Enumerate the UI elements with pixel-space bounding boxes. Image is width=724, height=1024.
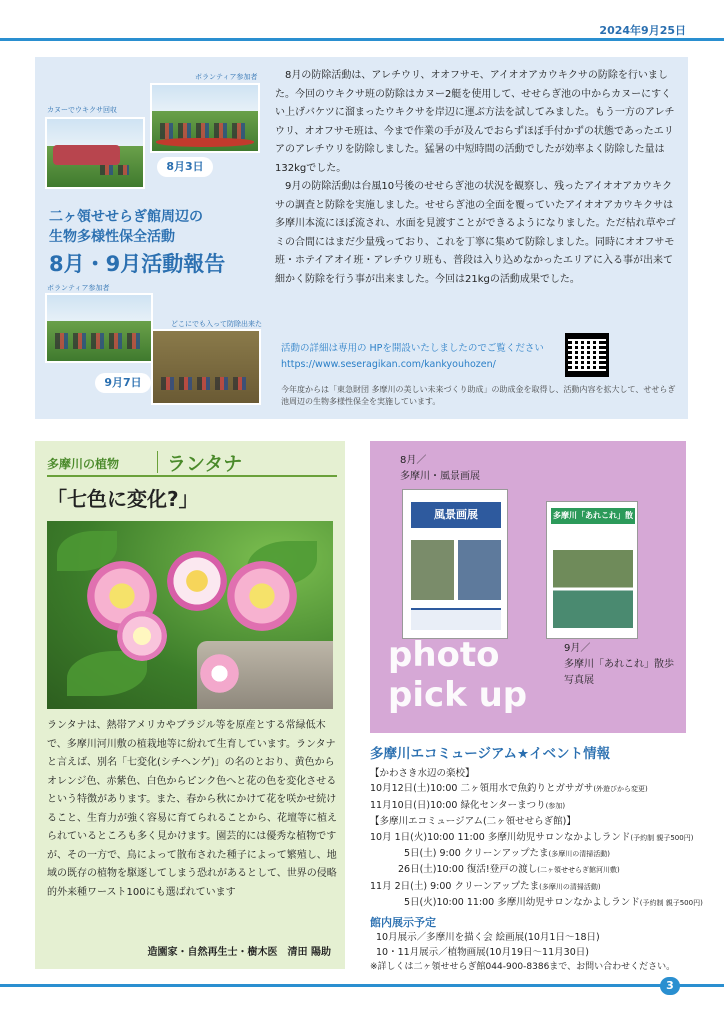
events-section — [370, 742, 703, 976]
exhibit-item: 10・11月展示／植物画展(10月19日～11月30日) — [376, 947, 589, 959]
caption-volunteers-1: ボランティア参加者 — [195, 73, 258, 81]
report-para-sep: 9月の防除活動は台風10号後のせせらぎ池の状況を観察し、残ったアイオオアカウキクサの調査と防除を実施しました。せせらぎ池の全面を覆っていたアイオオアカウキクサは多摩川本流にほぼ流され、水面を見渡すことができるようになりました。ただ枯れ草やゴミの合間にはまだ少量残っており、これを丁寧に集めて防除しました。同時にオオフサモ班・ホテイアオイ班・アレチウリ班も、普段は入り込めなかったエリアに入る事が出来て細かく防除を行う事が出来ました。今回は21kgの活動成果でした。 — [275, 181, 676, 285]
exhibit-list — [370, 930, 690, 976]
top-rule — [0, 38, 724, 41]
photo-canoe — [45, 117, 145, 189]
report-para-aug: 8月の防除活動は、アレチウリ、オオフサモ、アイオオアカウキクサの防除を行いました。今回のウキクサ班の防除はカヌー2艇を使用して、せせらぎ池の中からカヌーにすくい上げバケツに溜まったウキクサを岸辺に運ぶ方法を試してみました。もう一方のアレチウリ、オオフサモ班は、今まで作業の手が及んでおらずほぼ手付かずの状態であったエリアのアレチウリを防除しました。猛暑の中短時間の活動でしたが効率よく防除した量は132kgでした。 — [275, 70, 675, 174]
event-item: 10月12日(土)10:00 二ヶ領用水で魚釣りとガサガサ(外遊びから変更) — [370, 783, 648, 795]
pickup-sep-title1: 多摩川「あれこれ」散歩 — [564, 659, 674, 670]
plant-column — [35, 441, 345, 969]
pickup-aug-caption — [400, 453, 480, 485]
report-title — [49, 207, 264, 279]
poster2-title: 多摩川「あれこれ」散歩 — [551, 508, 635, 524]
events-title: 多摩川エコミュージアム★イベント情報 — [370, 746, 611, 762]
event-item: 11月10日(日)10:00 緑化センターまつり(参加) — [370, 799, 566, 811]
pickup-sep-title2: 写真展 — [564, 675, 594, 686]
badge-sep-7: 9月7日 — [95, 373, 151, 393]
pickup-aug-title: 多摩川・風景画展 — [400, 471, 480, 482]
event-group-mizube: 【かわさき水辺の楽校】 — [370, 768, 475, 779]
event-item: 10月 1日(火)10:00 11:00 多摩川幼児サロンなかよしランド(予約制 親子500円) — [370, 831, 694, 843]
event-group-ecomuseum: 【多摩川エコミュージアム(二ヶ領せせらぎ館)】 — [370, 816, 576, 828]
events-list — [370, 766, 703, 912]
photo-pickup-heading — [388, 635, 527, 715]
bottom-rule — [0, 984, 724, 987]
badge-aug-3: 8月3日 — [157, 157, 213, 177]
caption-canoe: カヌーでウキクサ回収 — [47, 106, 117, 114]
report-body — [275, 67, 680, 289]
pickup-line1: photo — [388, 635, 500, 675]
qr-code-icon[interactable] — [565, 333, 609, 377]
report-link-block — [281, 341, 581, 373]
photo-removal — [151, 329, 261, 405]
lantana-photo — [47, 521, 333, 709]
report-title-line3: 8月・9月活動報告 — [49, 252, 226, 276]
report-url-link[interactable]: https://www.seseragikan.com/kankyouhozen/ — [281, 359, 496, 370]
event-item: 26日(土)10:00 復活!登戸の渡し(二ヶ領せせらぎ館河川敷) — [398, 864, 620, 876]
plant-name: ランタナ — [167, 453, 243, 475]
event-item: 5日(土) 9:00 クリーンアップたま(多摩川の清掃活動) — [404, 848, 610, 860]
plant-author: 造園家・自然再生士・樹木医 清田 陽助 — [147, 947, 331, 958]
plant-column-label: 多摩川の植物 — [47, 457, 120, 471]
event-item: 11月 2日(土) 9:00 クリーンアップたま(多摩川の清掃活動) — [370, 880, 601, 892]
report-photos — [35, 57, 265, 419]
pickup-sep-caption — [564, 641, 674, 689]
photo-pickup-section — [370, 441, 686, 733]
report-grant-note: 今年度からは「東急財団 多摩川の美しい未来づくり助成」の助成金を取得し、活動内容を拡大して、せせらぎ池周辺の生物多様性保全を実施しています。 — [281, 385, 676, 406]
photo-volunteers-sep — [45, 293, 153, 363]
report-link-text: 活動の詳細は専用の HPを開設いたしましたのでご覧ください — [281, 343, 544, 354]
pickup-aug-month: 8月／ — [400, 455, 427, 466]
caption-volunteers-2: ボランティア参加者 — [47, 284, 110, 292]
contact-note: ※詳しくは二ヶ領せせらぎ館044-900-8386まで、お問い合わせください。 — [370, 962, 676, 973]
pickup-sep-month: 9月／ — [564, 643, 591, 654]
poster-landscape-exhibit — [402, 489, 508, 639]
exhibit-title: 館内展示予定 — [370, 915, 436, 929]
photo-volunteers-aug — [150, 83, 260, 153]
page-number: 3 — [660, 977, 680, 995]
event-item: 5日(火)10:00 11:00 多摩川幼児サロンなかよしランド(予約制 親子500円) — [404, 897, 703, 909]
report-title-line2: 生物多様性保全活動 — [49, 229, 175, 245]
exhibit-item: 10月展示／多摩川を描く会 絵画展(10月1日～18日) — [376, 931, 600, 943]
caption-removal: どこにでも入って防除出来た — [171, 320, 262, 328]
report-title-line1: 二ヶ領せせらぎ館周辺の — [49, 209, 203, 225]
poster1-title: 風景画展 — [411, 502, 501, 528]
issue-date: 2024年9月25日 — [599, 24, 686, 37]
plant-subtitle: 「七色に変化?」 — [47, 487, 199, 511]
pickup-line2: pick up — [388, 675, 528, 715]
activity-report-section — [35, 57, 688, 419]
plant-body: ランタナは、熱帯アメリカやブラジル等を原産とする常緑低木で、多摩川河川敷の植栽地等に紛れて生育しています。ランタナと言えば、別名「七変化(シチヘンゲ)」の名のとおり、黄色からオレンジ色、赤紫色、白色からピンク色へと花の色を変化させるという特徴があります。また、春から秋にかけて花を咲かせ続けること、生育力が強く容易に育てられることから、花壇等に植えられているところも多く見かけます。園芸的には優秀な植物ですが、その一方で、鳥によって散布された種子によって繁殖し、地域の既存の植物を駆逐してしまう恐れがあるとして、世界の侵略的外来種ワースト100にも選ばれています — [47, 720, 337, 898]
plant-header — [47, 449, 337, 477]
poster-photo-exhibit — [546, 501, 638, 639]
header-divider — [157, 451, 158, 473]
